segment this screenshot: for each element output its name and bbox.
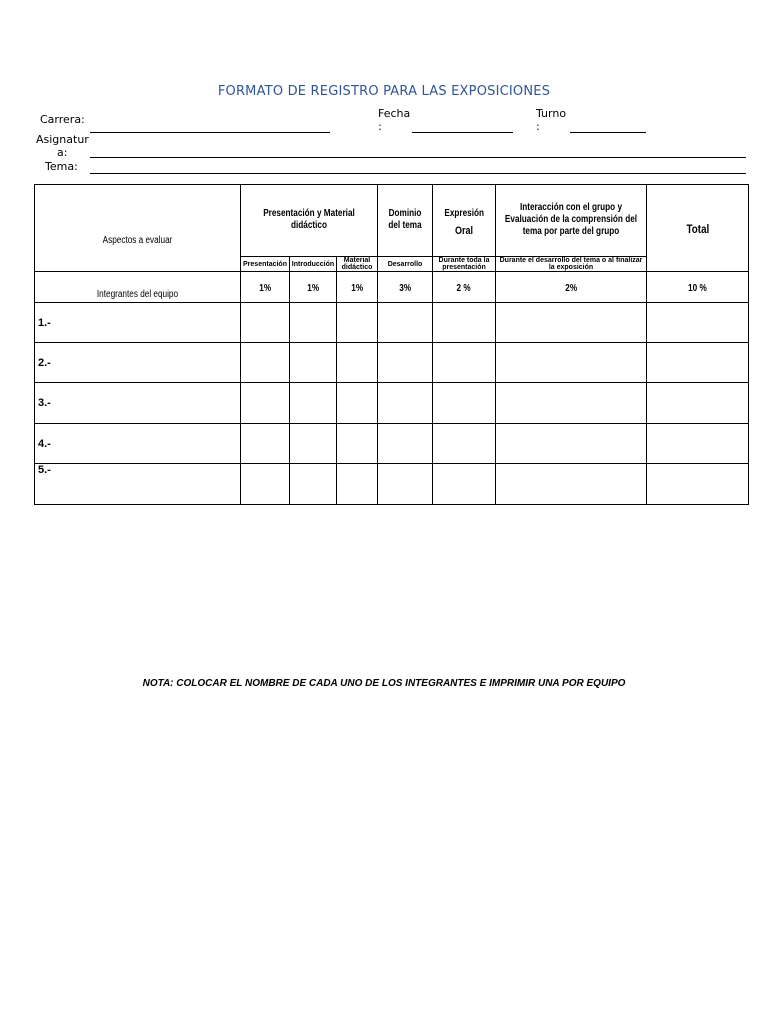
row-label[interactable]: 2.- — [35, 343, 241, 383]
row-label[interactable]: 3.- — [35, 383, 241, 424]
score-cell[interactable] — [647, 464, 749, 505]
evaluation-table — [34, 184, 749, 505]
presentacion-header: Presentación y Material didáctico — [241, 185, 378, 257]
score-cell[interactable] — [433, 343, 496, 383]
table-row — [35, 464, 749, 505]
score-cell[interactable] — [337, 464, 378, 505]
sub-material: Material didáctico — [337, 257, 378, 272]
score-cell[interactable] — [337, 303, 378, 343]
sub-introduccion: Introducción — [290, 257, 337, 272]
score-cell[interactable] — [241, 424, 290, 464]
score-cell[interactable] — [496, 303, 647, 343]
score-cell[interactable] — [378, 383, 433, 424]
score-cell[interactable] — [433, 383, 496, 424]
score-cell[interactable] — [433, 464, 496, 505]
integrantes-label: Integrantes del equipo — [35, 272, 241, 303]
footer-note: NOTA: COLOCAR EL NOMBRE DE CADA UNO DE LOS INTEGRANTES E IMPRIMIR UNA POR EQUIPO — [142, 678, 626, 689]
score-cell[interactable] — [241, 464, 290, 505]
asignatura-label: Asignatur — [36, 133, 89, 146]
dominio-header: Dominio del tema — [378, 185, 433, 257]
score-cell[interactable] — [290, 424, 337, 464]
interaccion-header: Interacción con el grupo y Evaluación de la comprensión del tema por parte del grupo — [496, 185, 647, 257]
expresion-header: Expresión Oral — [433, 185, 496, 257]
score-cell[interactable] — [337, 424, 378, 464]
fecha-label: Fecha — [378, 107, 411, 120]
score-cell[interactable] — [433, 424, 496, 464]
score-cell[interactable] — [496, 343, 647, 383]
score-cell[interactable] — [647, 383, 749, 424]
table-row — [35, 424, 749, 464]
sub-presentacion: Presentación — [241, 257, 290, 272]
score-cell[interactable] — [433, 303, 496, 343]
sub-durante: Durante toda la presentación — [433, 257, 496, 272]
score-cell[interactable] — [647, 303, 749, 343]
score-cell[interactable] — [290, 303, 337, 343]
turno-label: Turno — [536, 107, 567, 120]
fecha-field[interactable] — [412, 132, 513, 133]
score-cell[interactable] — [378, 424, 433, 464]
score-cell[interactable] — [378, 303, 433, 343]
score-cell[interactable] — [496, 424, 647, 464]
pct-presentacion: 1% — [241, 272, 290, 303]
score-cell[interactable] — [290, 383, 337, 424]
score-cell[interactable] — [647, 343, 749, 383]
pct-expresion: 2 % — [433, 272, 496, 303]
turno-colon: : — [536, 120, 540, 133]
score-cell[interactable] — [647, 424, 749, 464]
score-cell[interactable] — [337, 343, 378, 383]
score-cell[interactable] — [241, 343, 290, 383]
pct-material: 1% — [337, 272, 378, 303]
score-cell[interactable] — [241, 383, 290, 424]
pct-dominio: 3% — [378, 272, 433, 303]
score-cell[interactable] — [337, 383, 378, 424]
pct-total: 10 % — [647, 272, 749, 303]
row-label[interactable]: 4.- — [35, 424, 241, 464]
table-row — [35, 383, 749, 424]
tema-field[interactable] — [90, 173, 746, 174]
row-label[interactable]: 1.- — [35, 303, 241, 343]
pct-introduccion: 1% — [290, 272, 337, 303]
row-label[interactable]: 5.- — [35, 464, 241, 505]
table-row — [35, 343, 749, 383]
pct-interaccion: 2% — [496, 272, 647, 303]
sub-desarrollo: Desarrollo — [378, 257, 433, 272]
sub-durante-desarrollo: Durante el desarrollo del tema o al finalizar la exposición — [496, 257, 647, 272]
fecha-colon: : — [378, 120, 382, 133]
score-cell[interactable] — [496, 383, 647, 424]
tema-label: Tema: — [45, 160, 78, 173]
aspectos-header: Aspectos a evaluar — [35, 185, 241, 272]
score-cell[interactable] — [290, 464, 337, 505]
turno-field[interactable] — [570, 132, 646, 133]
asignatura-field[interactable] — [90, 157, 746, 158]
carrera-field[interactable] — [90, 132, 330, 133]
score-cell[interactable] — [378, 464, 433, 505]
asignatura-label-cont: a: — [57, 146, 68, 159]
score-cell[interactable] — [290, 343, 337, 383]
score-cell[interactable] — [496, 464, 647, 505]
score-cell[interactable] — [378, 343, 433, 383]
page-title: FORMATO DE REGISTRO PARA LAS EXPOSICIONES — [217, 84, 551, 99]
score-cell[interactable] — [241, 303, 290, 343]
table-row — [35, 303, 749, 343]
total-header: Total — [647, 185, 749, 272]
carrera-label: Carrera: — [40, 113, 85, 126]
